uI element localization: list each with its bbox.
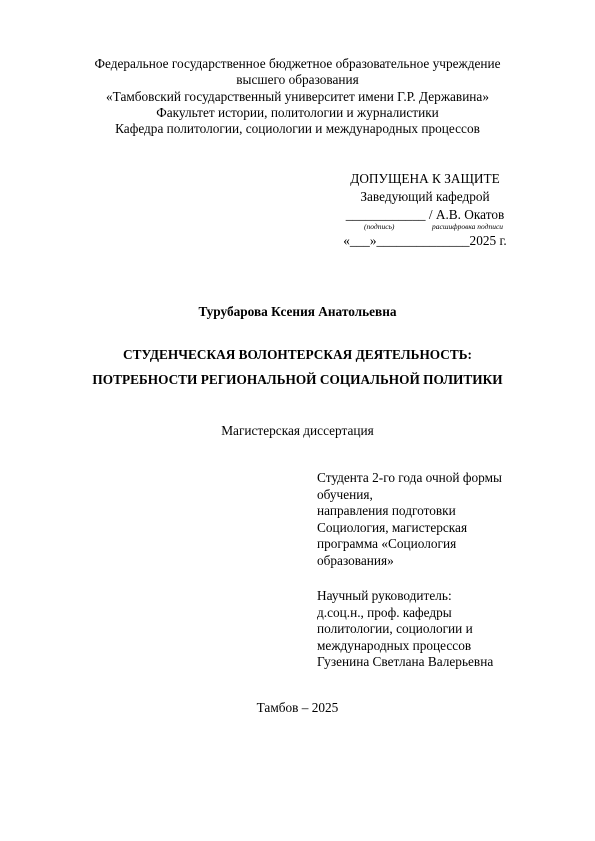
supervisor-line-5: Гузенина Светлана Валерьевна xyxy=(317,654,494,669)
thesis-title-line-1: СТУДЕНЧЕСКАЯ ВОЛОНТЕРСКАЯ ДЕЯТЕЛЬНОСТЬ: xyxy=(122,347,472,362)
student-info-line-4: Социология, магистерская xyxy=(317,519,468,535)
header-line-2: высшего образования xyxy=(236,72,359,87)
caption-decode: расшифровка подписи xyxy=(432,222,504,231)
approval-role: Заведующий кафедрой xyxy=(360,189,490,204)
approval-heading: ДОПУЩЕНА К ЗАЩИТЕ xyxy=(350,171,500,186)
student-info xyxy=(317,470,537,569)
supervisor-line-2: д.соц.н., проф. кафедры xyxy=(317,604,452,620)
header-line-4: Факультет истории, политологии и журналистики xyxy=(156,105,439,120)
student-info-line-1: Студента 2-го года очной формы xyxy=(317,470,502,485)
header-line-1: Федеральное государственное бюджетное образовательное учреждение xyxy=(94,56,501,71)
student-info-line-2: обучения, xyxy=(317,486,373,502)
thesis-title-line-2: ПОТРЕБНОСТИ РЕГИОНАЛЬНОЙ СОЦИАЛЬНОЙ ПОЛИТИКИ xyxy=(92,372,503,387)
student-info-line-5: программа «Социология xyxy=(317,536,457,551)
approval-signature-line: ____________ / А.В. Окатов xyxy=(345,207,505,222)
approval-block xyxy=(330,171,520,251)
supervisor-line-1: Научный руководитель: xyxy=(317,588,452,603)
caption-signature: (подпись) xyxy=(364,222,395,231)
header-line-5: Кафедра политологии, социологии и международных процессов xyxy=(115,121,480,136)
supervisor-info xyxy=(317,588,537,671)
author-name: Турубарова Ксения Анатольевна xyxy=(198,304,397,319)
city-year: Тамбов – 2025 xyxy=(256,700,339,715)
supervisor-line-3: политологии, социологии и xyxy=(317,621,473,636)
approval-date-line: «___»______________2025 г. xyxy=(343,233,507,248)
supervisor-line-4: международных процессов xyxy=(317,637,472,653)
student-info-line-3: направления подготовки xyxy=(317,503,456,518)
student-info-line-6: образования» xyxy=(317,552,394,568)
work-type: Магистерская диссертация xyxy=(221,423,374,438)
signature-captions xyxy=(330,222,520,231)
thesis-title xyxy=(0,342,595,392)
header-line-3: «Тамбовский государственный университет имени Г.Р. Державина» xyxy=(106,89,489,104)
